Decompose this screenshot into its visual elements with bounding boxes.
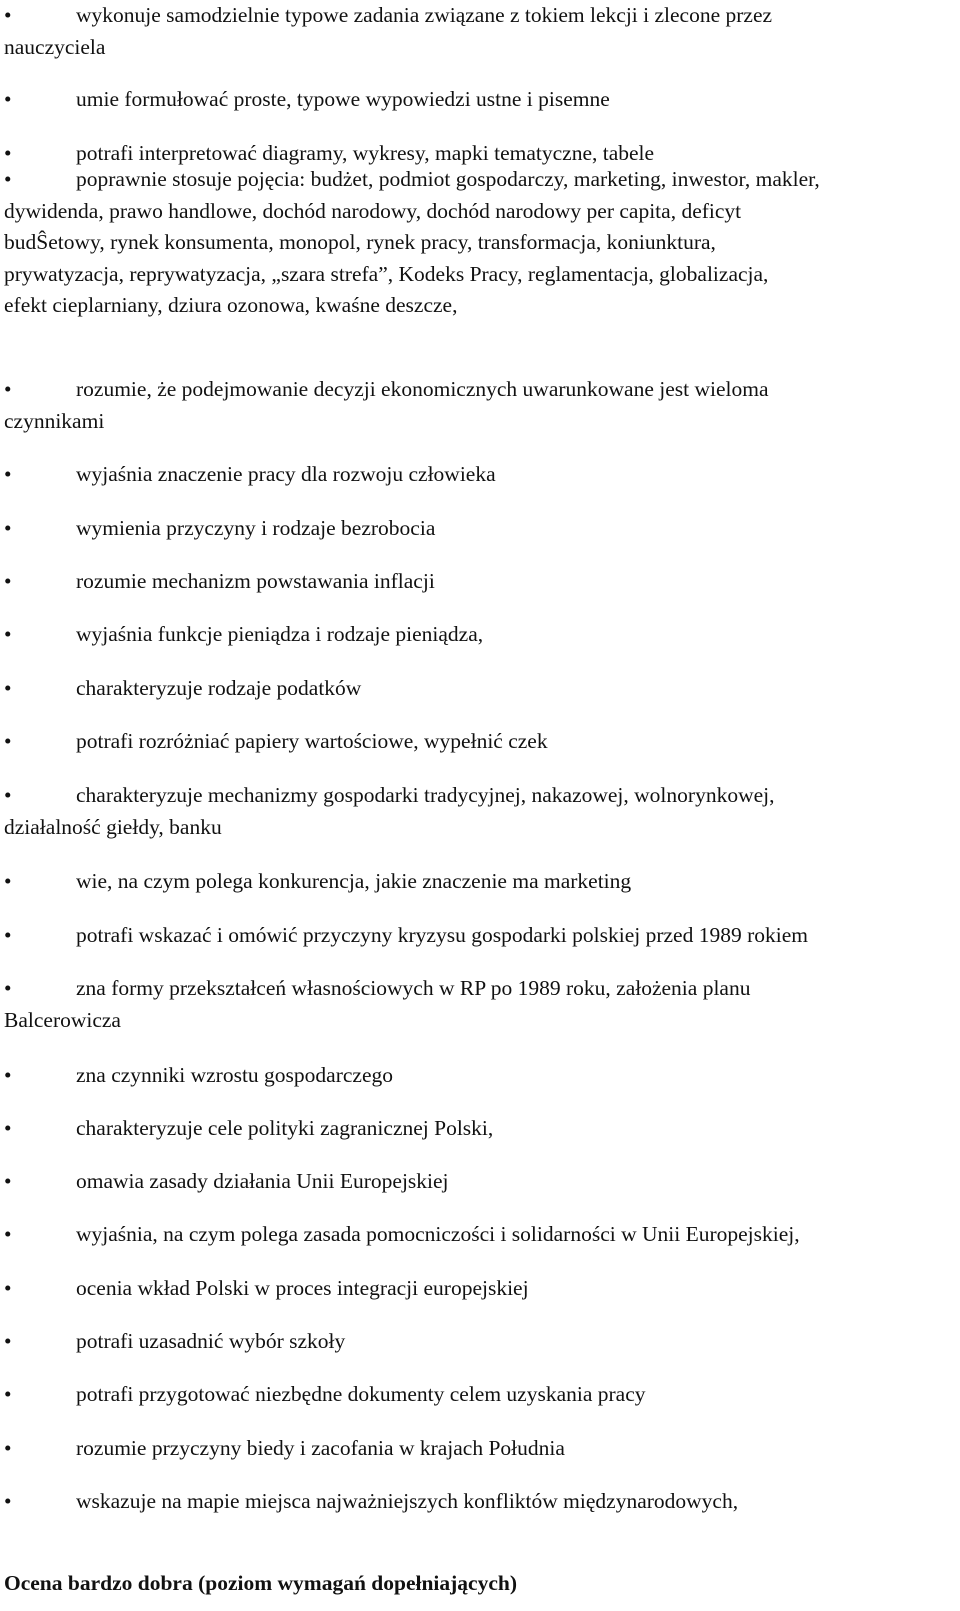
list-item-first-line [4,374,946,406]
list-item-text: potrafi rozróżniać papiery wartościowe, wypełnić czek [76,729,548,753]
bullet-icon: • [4,783,12,807]
bullet-icon: • [4,1329,12,1353]
list-item [4,566,946,598]
list-item-first-line [4,84,946,116]
list-item-text: budŜetowy, rynek konsumenta, monopol, rynek pracy, transformacja, koniunktura, [4,230,716,254]
list-item-text: wskazuje na mapie miejsca najważniejszych konfliktów międzynarodowych, [76,1489,739,1513]
list-item-text: prywatyzacja, reprywatyzacja, „szara strefa”, Kodeks Pracy, reglamentacja, globalizacja, [4,261,769,286]
list-item [4,920,946,952]
list-item-text: rozumie mechanizm powstawania inflacji [76,569,435,593]
list-item-text: potrafi interpretować diagramy, wykresy, mapki tematyczne, tabele [76,141,655,165]
bullet-icon: • [4,622,12,646]
list-item [4,459,946,491]
list-item-first-line [4,726,946,758]
bullet-icon: • [4,1116,12,1140]
list-item-text: wyjaśnia znaczenie pracy dla rozwoju człowieka [76,462,496,486]
list-item [4,1273,946,1305]
list-item-text: ocenia wkład Polski w proces integracji europejskiej [76,1276,529,1300]
list-item-continuation-line [4,227,946,259]
list-item [4,726,946,758]
list-item-text: zna formy przekształceń własnościowych w RP po 1989 roku, założenia planu [76,976,751,1000]
list-item [4,84,946,116]
bullet-icon: • [4,676,12,700]
list-item-first-line [4,1166,946,1198]
bullet-icon: • [4,167,12,191]
list-item-text: wykonuje samodzielnie typowe zadania związane z tokiem lekcji i zlecone przez [76,3,773,27]
list-item [4,0,946,63]
list-item-text: zna czynniki wzrostu gospodarczego [76,1063,394,1087]
list-item-first-line [4,780,946,812]
list-item-text: potrafi przygotować niezbędne dokumenty celem uzyskania pracy [76,1382,646,1406]
list-item [4,1326,946,1358]
list-item-continuation-line [4,1005,946,1037]
list-item-continuation-line [4,290,946,322]
list-item [4,780,946,843]
list-item [4,164,946,322]
bullet-icon: • [4,1169,12,1193]
list-item-text: potrafi uzasadnić wybór szkoły [76,1329,346,1353]
list-item-text: rozumie, że podejmowanie decyzji ekonomicznych uwarunkowane jest wieloma [76,377,769,401]
list-item [4,513,946,545]
list-item-first-line [4,513,946,545]
list-item-first-line [4,866,946,898]
bullet-icon: • [4,976,12,1000]
list-item-text: wie, na czym polega konkurencja, jakie znaczenie ma marketing [76,869,632,893]
list-item [4,374,946,437]
list-item [4,1113,946,1145]
list-item [4,1433,946,1465]
bullet-icon: • [4,462,12,486]
bullet-icon: • [4,923,12,947]
list-item-first-line [4,566,946,598]
list-item-continuation-line [4,259,946,291]
bullet-icon: • [4,3,12,27]
bullet-icon: • [4,729,12,753]
bullet-icon: • [4,377,12,401]
list-item [4,1219,946,1251]
list-item-text: wyjaśnia, na czym polega zasada pomocniczości i solidarności w Unii Europejskiej, [76,1222,800,1246]
bullet-icon: • [4,1382,12,1406]
list-item-first-line [4,1379,946,1411]
bullet-icon: • [4,1276,12,1300]
bullet-icon: • [4,1436,12,1460]
list-item [4,673,946,705]
bullet-icon: • [4,141,12,165]
list-item-text: wyjaśnia funkcje pieniądza i rodzaje pieniądza, [76,622,484,646]
list-item-continuation-line [4,812,946,844]
list-item-text: efekt cieplarniany, dziura ozonowa, kwaśne deszcze, [4,293,458,317]
list-item [4,1166,946,1198]
section-heading: Ocena bardzo dobra (poziom wymagań dopełniających) [4,1571,518,1595]
list-item-continuation-line [4,32,946,64]
list-item-first-line [4,973,946,1005]
list-item-first-line [4,673,946,705]
list-item-text: Balcerowicza [4,1007,121,1032]
bullet-icon: • [4,516,12,540]
list-item-continuation-line [4,196,946,228]
list-item-first-line [4,1060,946,1092]
list-item-text: czynnikami [4,408,105,433]
list-item-text: umie formułować proste, typowe wypowiedzi ustne i pisemne [76,87,610,111]
list-item-first-line [4,1326,946,1358]
list-item-first-line [4,1273,946,1305]
bullet-icon: • [4,1063,12,1087]
list-item-first-line [4,1433,946,1465]
list-item [4,866,946,898]
list-item-first-line [4,1113,946,1145]
bullet-icon: • [4,869,12,893]
bullet-icon: • [4,1489,12,1513]
list-item-text: potrafi wskazać i omówić przyczyny kryzysu gospodarki polskiej przed 1989 rokiem [76,923,808,947]
list-item-first-line [4,1486,946,1518]
list-item-text: charakteryzuje rodzaje podatków [76,676,362,700]
list-item-text: charakteryzuje cele polityki zagranicznej Polski, [76,1116,494,1140]
list-item-text: nauczyciela [4,34,106,59]
list-item-text: poprawnie stosuje pojęcia: budżet, podmiot gospodarczy, marketing, inwestor, makler, [76,167,820,191]
bullet-icon: • [4,1222,12,1246]
list-item-first-line [4,920,946,952]
list-item-text: omawia zasady działania Unii Europejskiej [76,1169,449,1193]
list-item [4,1060,946,1092]
list-item-text: dywidenda, prawo handlowe, dochód narodowy, dochód narodowy per capita, deficyt [4,198,742,223]
list-item-first-line [4,164,946,196]
bullet-icon: • [4,87,12,111]
list-item [4,1379,946,1411]
list-item-text: wymienia przyczyny i rodzaje bezrobocia [76,516,436,540]
list-item-first-line [4,459,946,491]
list-item [4,973,946,1036]
bullet-icon: • [4,569,12,593]
list-item-text: charakteryzuje mechanizmy gospodarki tradycyjnej, nakazowej, wolnorynkowej, [76,783,775,807]
list-item-first-line [4,1219,946,1251]
list-item-first-line [4,0,946,32]
list-item [4,619,946,651]
list-item-text: działalność giełdy, banku [4,814,222,839]
list-item-text: rozumie przyczyny biedy i zacofania w krajach Południa [76,1436,565,1460]
list-item [4,1486,946,1518]
list-item-continuation-line [4,406,946,438]
list-item-first-line [4,619,946,651]
